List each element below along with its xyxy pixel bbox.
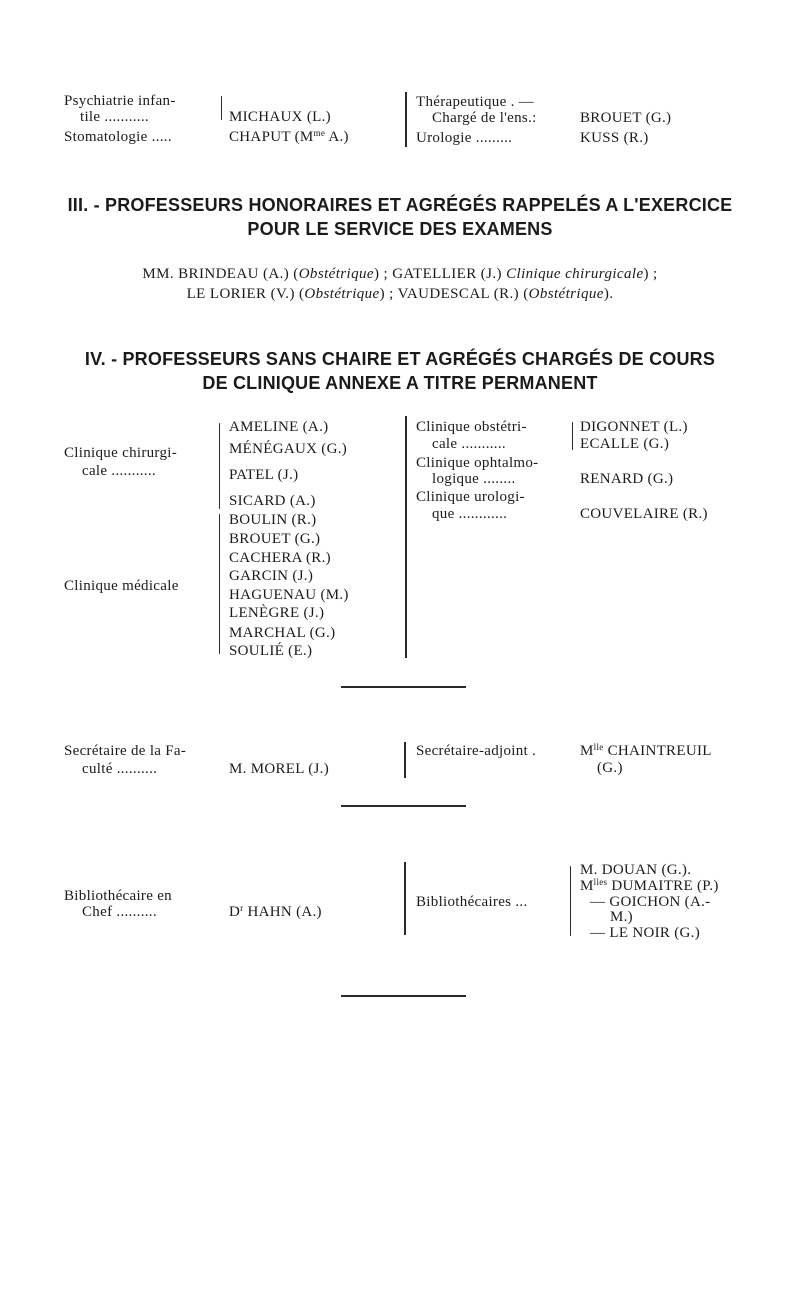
stomatologie-name: CHAPUT ($M^{me}$ A.) bbox=[229, 128, 349, 145]
urologique-name: COUVELAIRE (R.) bbox=[580, 506, 708, 522]
brace bbox=[219, 514, 220, 654]
column-divider bbox=[405, 416, 407, 658]
clinique-ophtalmologique-label-line1: Clinique ophtalmo- bbox=[416, 455, 539, 471]
separator-rule bbox=[341, 805, 466, 807]
medicale-name: BOULIN (R.) bbox=[229, 512, 317, 528]
bibliothecaire-chef-label-line1: Bibliothécaire en bbox=[64, 888, 172, 904]
secretaire-label-line1: Secrétaire de la Fa- bbox=[64, 743, 187, 759]
separator-rule bbox=[341, 995, 466, 997]
urologie-label: Urologie ......... bbox=[416, 130, 513, 146]
separator-rule bbox=[341, 686, 466, 688]
obstetricale-name: DIGONNET (L.) bbox=[580, 419, 688, 435]
bibliothecaires-label: Bibliothécaires ... bbox=[416, 894, 528, 910]
column-divider bbox=[404, 742, 406, 778]
secretaire-adjoint-label: Secrétaire-adjoint . bbox=[416, 743, 537, 759]
secretaire-adjoint-name-line2: (G.) bbox=[597, 760, 623, 776]
bibliothecaire-name: M. DOUAN (G.). bbox=[580, 862, 692, 878]
section-4-title-line1: IV. - PROFESSEURS SANS CHAIRE ET AGRÉGÉS CHARGÉS DE COURS bbox=[84, 349, 716, 369]
urologie-name: KUSS (R.) bbox=[580, 130, 649, 146]
clinique-chirurgicale-label-line2: cale ........... bbox=[82, 463, 156, 479]
clinique-medicale-label: Clinique médicale bbox=[64, 578, 179, 594]
bibliothecaire-chef-label-line2: Chef .......... bbox=[82, 904, 157, 920]
psychiatrie-label-line1: Psychiatrie infan- bbox=[64, 93, 176, 109]
medicale-name: CACHERA (R.) bbox=[229, 550, 331, 566]
secretaire-label-line2: culté .......... bbox=[82, 761, 158, 777]
section-4-title-line2: DE CLINIQUE ANNEXE A TITRE PERMANENT bbox=[202, 373, 598, 393]
bibliothecaire-name: — LE NOIR (G.) bbox=[590, 925, 701, 941]
column-divider bbox=[404, 862, 406, 935]
chirurgicale-name: SICARD (A.) bbox=[229, 493, 316, 509]
medicale-name: SOULIÉ (E.) bbox=[229, 643, 313, 659]
chirurgicale-name: PATEL (J.) bbox=[229, 467, 299, 483]
bibliothecaire-name: M.) bbox=[610, 909, 633, 925]
clinique-urologique-label-line1: Clinique urologi- bbox=[416, 489, 525, 505]
brace bbox=[219, 423, 220, 509]
secretaire-name: M. MOREL (J.) bbox=[229, 761, 330, 777]
chirurgicale-name: AMELINE (A.) bbox=[229, 419, 329, 435]
secretaire-adjoint-name: $M^{lle}$ CHAINTREUIL bbox=[580, 742, 712, 759]
medicale-name: HAGUENAU (M.) bbox=[229, 587, 349, 603]
clinique-urologique-label-line2: que ............ bbox=[432, 506, 508, 522]
ophtalmologique-name: RENARD (G.) bbox=[580, 471, 674, 487]
medicale-name: GARCIN (J.) bbox=[229, 568, 314, 584]
section-3-title-line2: POUR LE SERVICE DES EXAMENS bbox=[247, 219, 553, 239]
psychiatrie-label-line2: tile ........... bbox=[80, 109, 149, 125]
clinique-ophtalmologique-label-line2: logique ........ bbox=[432, 471, 516, 487]
section-3-paragraph-line2: LE LORIER (V.) (Obstétrique) ; VAUDESCAL (R.) (Obstétrique). bbox=[186, 286, 614, 302]
psychiatrie-name: MICHAUX (L.) bbox=[229, 109, 331, 125]
therapeutique-label-line2: Chargé de l'ens.: bbox=[432, 110, 537, 126]
bibliothecaire-name: — GOICHON (A.- bbox=[590, 894, 711, 910]
column-divider bbox=[405, 92, 407, 147]
medicale-name: MARCHAL (G.) bbox=[229, 625, 336, 641]
brace bbox=[572, 422, 573, 450]
therapeutique-label-line1: Thérapeutique . — bbox=[416, 94, 534, 110]
bibliothecaire-name: $M^{lles}$ DUMAITRE (P.) bbox=[580, 877, 719, 894]
clinique-obstetricale-label-line1: Clinique obstétri- bbox=[416, 419, 527, 435]
chirurgicale-name: MÉNÉGAUX (G.) bbox=[229, 441, 348, 457]
brace bbox=[570, 866, 571, 936]
clinique-obstetricale-label-line2: cale ........... bbox=[432, 436, 506, 452]
brace bbox=[221, 96, 222, 120]
section-3-title-line1: III. - PROFESSEURS HONORAIRES ET AGRÉGÉS RAPPELÉS A L'EXERCICE bbox=[67, 195, 733, 215]
therapeutique-name: BROUET (G.) bbox=[580, 110, 672, 126]
clinique-chirurgicale-label-line1: Clinique chirurgi- bbox=[64, 445, 178, 461]
medicale-name: LENÈGRE (J.) bbox=[229, 605, 325, 621]
medicale-name: BROUET (G.) bbox=[229, 531, 321, 547]
stomatologie-label: Stomatologie ..... bbox=[64, 129, 172, 145]
obstetricale-name: ECALLE (G.) bbox=[580, 436, 670, 452]
bibliothecaire-chef-name: $D^r$ HAHN (A.) bbox=[229, 903, 322, 920]
section-3-paragraph-line1: MM. BRINDEAU (A.) (Obstétrique) ; GATELLIER (J.) Clinique chirurgicale) ; bbox=[142, 266, 658, 282]
